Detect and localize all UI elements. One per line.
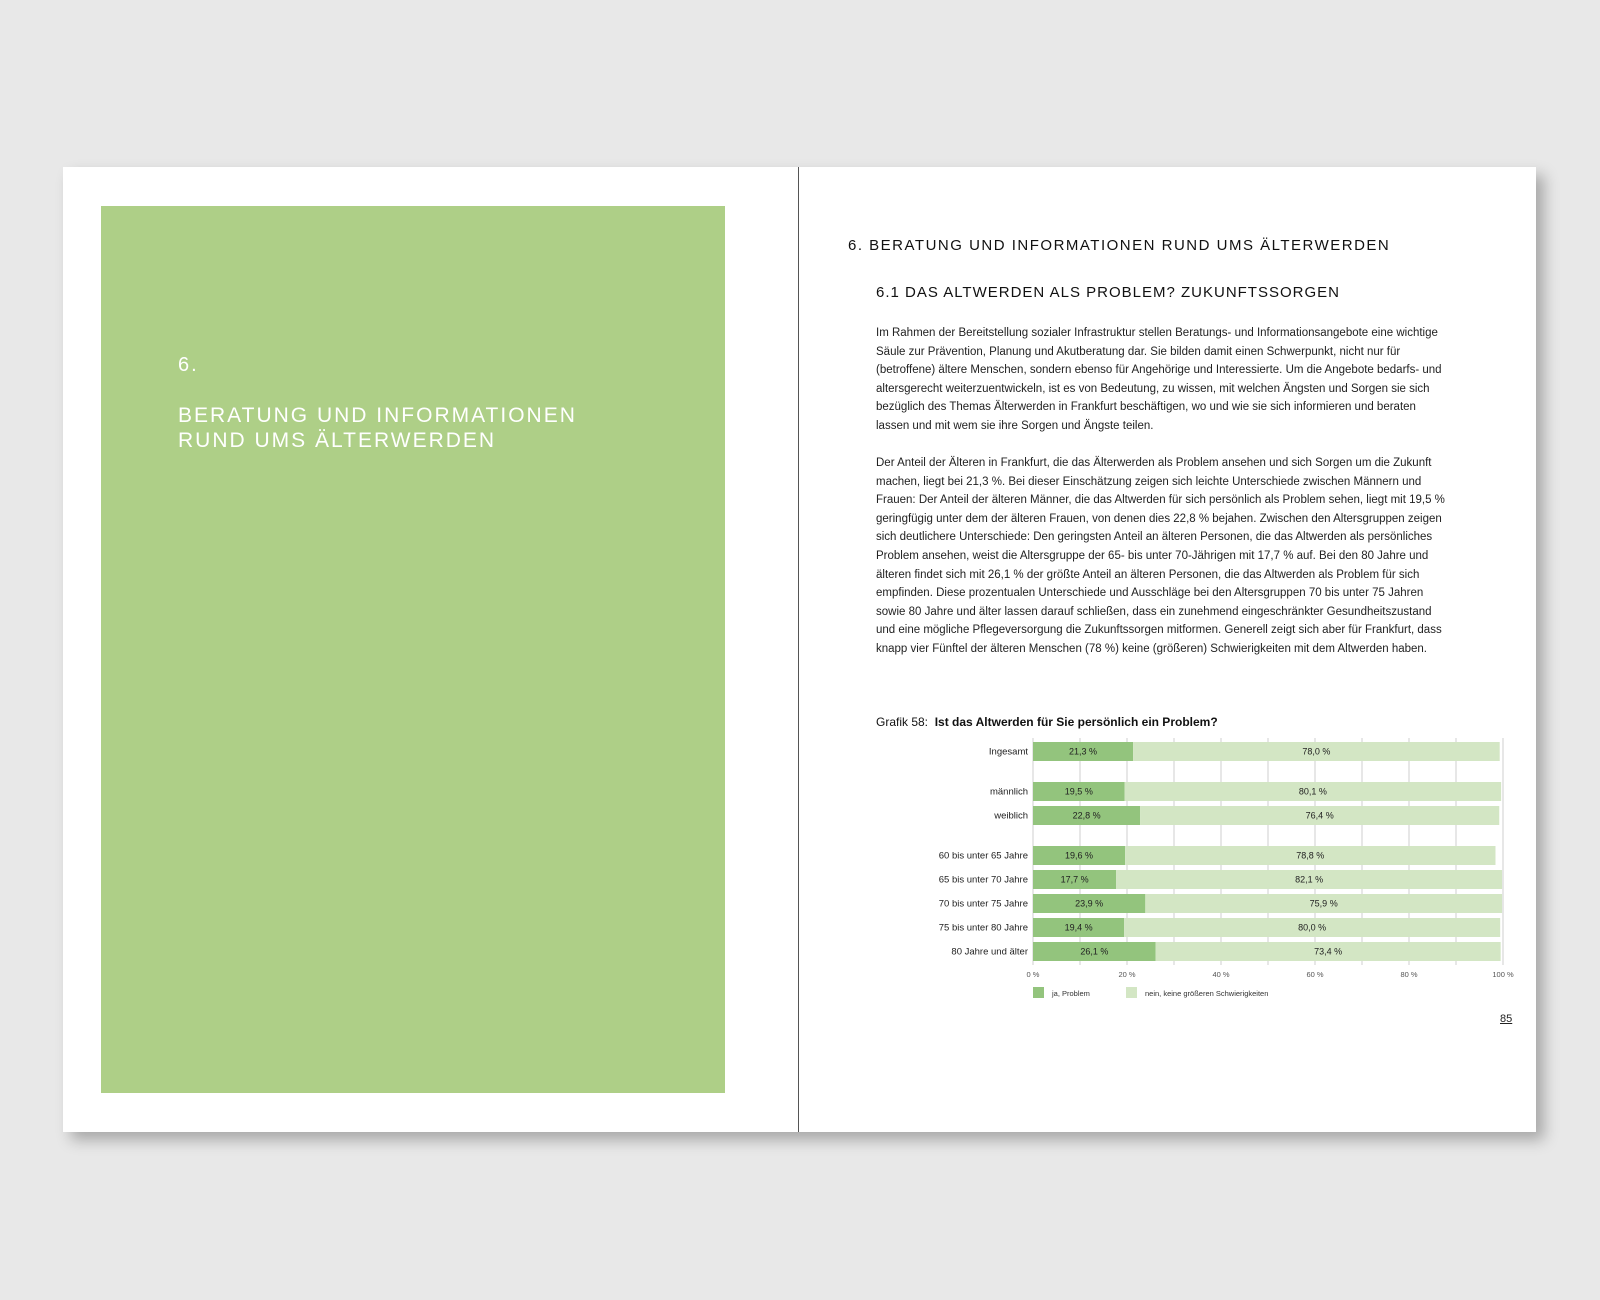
category-label: 75 bis unter 80 Jahre	[938, 922, 1028, 934]
chart-title: Ist das Altwerden für Sie persönlich ein Problem?	[934, 715, 1218, 729]
category-label: männlich	[989, 786, 1028, 798]
chapter-cover-panel	[101, 206, 725, 1093]
data-label: 80,1 %	[1298, 786, 1327, 797]
data-label: 19,6 %	[1065, 850, 1094, 861]
data-label: 17,7 %	[1060, 874, 1089, 885]
category-label: Ingesamt	[988, 746, 1028, 758]
chapter-number: 6.	[178, 354, 199, 376]
x-tick-label: 40 %	[1212, 970, 1230, 979]
x-tick-label: 100 %	[1492, 970, 1514, 979]
data-label: 19,5 %	[1064, 786, 1093, 797]
data-label: 21,3 %	[1069, 746, 1098, 757]
data-label: 19,4 %	[1064, 922, 1093, 933]
category-label: 65 bis unter 70 Jahre	[938, 874, 1028, 886]
stacked-bar-chart	[863, 732, 1514, 1012]
chart-caption-prefix: Grafik 58:	[876, 715, 929, 729]
chapter-title	[178, 403, 678, 453]
x-tick-label: 60 %	[1306, 970, 1324, 979]
data-label: 73,4 %	[1314, 946, 1343, 957]
category-label: 70 bis unter 75 Jahre	[938, 898, 1028, 910]
data-label: 26,1 %	[1080, 946, 1109, 957]
data-label: 78,0 %	[1302, 746, 1331, 757]
chart-caption	[876, 715, 1218, 729]
legend-label: ja, Problem	[1052, 989, 1090, 998]
legend-label: nein, keine größeren Schwierigkeiten	[1145, 989, 1269, 998]
page-number: 85	[1500, 1013, 1513, 1025]
data-label: 76,4 %	[1305, 810, 1334, 821]
x-tick-label: 20 %	[1118, 970, 1136, 979]
book-spread	[63, 167, 1536, 1132]
legend-swatch	[1033, 987, 1044, 998]
data-label: 23,9 %	[1075, 898, 1104, 909]
chapter-title-line1: BERATUNG UND INFORMATIONEN	[178, 404, 577, 427]
legend-swatch	[1126, 987, 1137, 998]
x-tick-label: 80 %	[1400, 970, 1418, 979]
book-gutter	[798, 167, 799, 1132]
data-label: 82,1 %	[1295, 874, 1324, 885]
data-label: 22,8 %	[1072, 810, 1101, 821]
category-label: 60 bis unter 65 Jahre	[938, 850, 1028, 862]
body-paragraph-1: Im Rahmen der Bereitstellung sozialer Infrastruktur stellen Beratungs- und Informationsangebote eine wichtige Säule zur Prävention, Planung und Akutberatung dar. Sie bilden damit einen Schwerpunkt, nicht nur für (betroffene) ältere Menschen, sondern ebenso für Angehörige und Interessierte. Um die Angebote bedarfs- und altersgerecht weiterzuentwickeln, ist es von Bedeutung, zu wissen, mit welchen Ängsten und Sorgen sie sich bezüglich des Themas Älterwerden in Frankfurt beschäftigen, wo und wie sie sich informieren und beraten lassen und mit wem sie ihre Sorgen und Ängste teilen.	[876, 327, 1442, 432]
data-label: 80,0 %	[1298, 922, 1327, 933]
section-heading: 6. BERATUNG UND INFORMATIONEN RUND UMS ÄLTERWERDEN	[848, 237, 1391, 254]
data-label: 75,9 %	[1309, 898, 1338, 909]
subsection-heading: 6.1 DAS ALTWERDEN ALS PROBLEM? ZUKUNFTSSORGEN	[876, 284, 1340, 301]
data-label: 78,8 %	[1296, 850, 1325, 861]
body-paragraph-2: Der Anteil der Älteren in Frankfurt, die das Älterwerden als Problem ansehen und sich Sorgen um die Zukunft machen, liegt bei 21,3 %. Bei dieser Einschätzung zeigen sich leichte Unterschiede zwischen Männern und Frauen: Der Anteil der älteren Männer, die das Altwerden für sich persönlich als Problem sehen, liegt mit 19,5 % geringfügig unter dem der älteren Frauen, von denen dies 22,8 % bejahen. Zwischen den Altersgruppen zeigen sich deutlichere Unterschiede: Den geringsten Anteil an älteren Personen, die das Altwerden als persönliches Problem ansehen, weist die Altersgruppe der 65- bis unter 70-Jährigen mit 17,7 % auf. Bei den 80 Jahre und älteren findet sich mit 26,1 % der größte Anteil an älteren Personen, die das Altwerden als Problem für sich empfinden. Diese prozentualen Unterschiede und Ausschläge bei den Altersgruppen 70 bis unter 75 Jahren sowie 80 Jahre und älter lassen darauf schließen, dass ein zunehmend eingeschränkter Gesundheitszustand und eine mögliche Pflegeversorgung die Zukunftssorgen mitformen. Generell zeigt sich aber für Frankfurt, dass knapp vier Fünftel der älteren Menschen (78 %) keine (größeren) Schwierigkeiten mit dem Altwerden haben.	[876, 457, 1445, 655]
category-label: 80 Jahre und älter	[951, 946, 1028, 958]
chapter-title-line2: RUND UMS ÄLTERWERDEN	[178, 429, 497, 452]
x-tick-label: 0 %	[1026, 970, 1040, 979]
category-label: weiblich	[994, 810, 1028, 822]
